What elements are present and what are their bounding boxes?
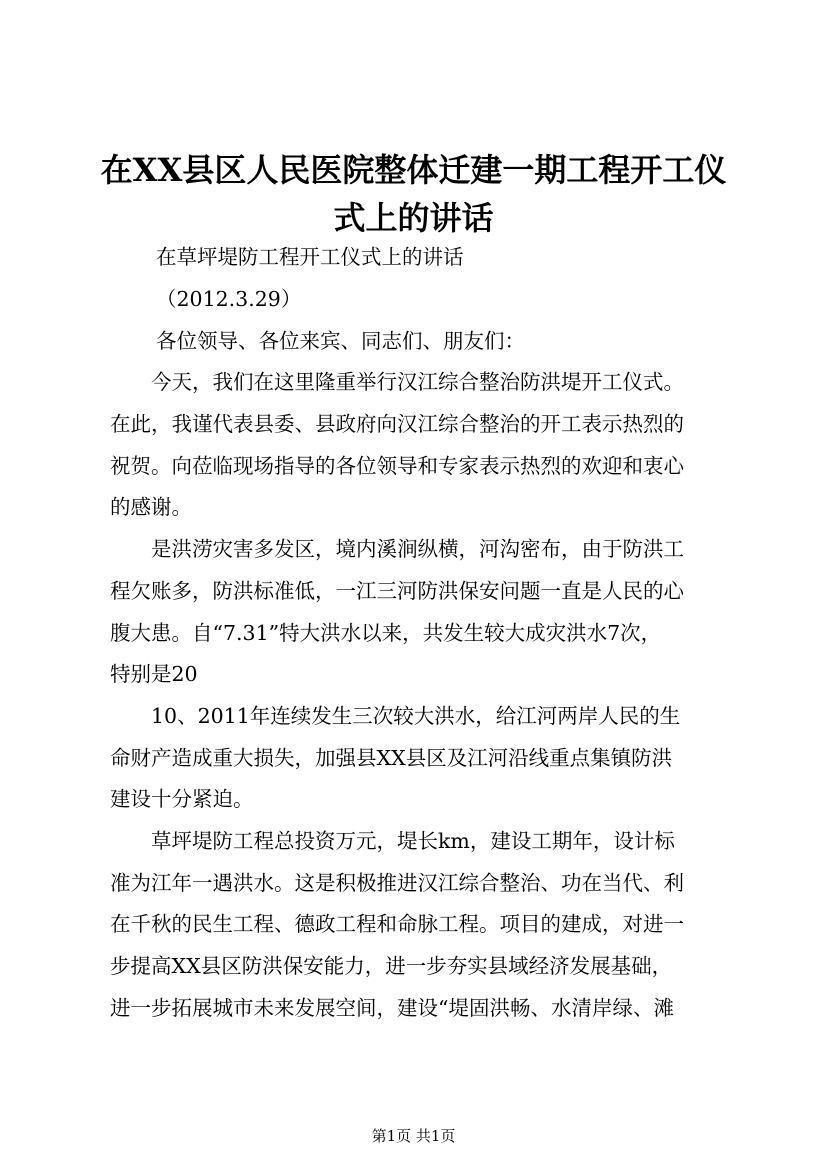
paragraph-line: 命财产造成重大损失，加强县XX县区及江河沿线重点集镇防洪 <box>110 746 673 770</box>
paragraph-line: 在此，我谨代表县委、县政府向汉江综合整治的开工表示热烈的 <box>110 412 684 436</box>
paragraph-line: 的感谢。 <box>110 495 192 519</box>
paragraph-line: 程欠账多，防洪标准低，一江三河防洪保安问题一直是人民的心 <box>110 579 684 603</box>
document-title-line-1: 在XX县区人民医院整体迁建一期工程开工仪 <box>100 151 727 189</box>
paragraph-line: 建设十分紧迫。 <box>110 787 254 811</box>
paragraph-line: 腹大患。自“7.31”特大洪水以来，共发生较大成灾洪水7次， <box>110 621 662 645</box>
paragraph-line: 祝贺。向莅临现场指导的各位领导和专家表示热烈的欢迎和衷心 <box>110 454 684 478</box>
paragraph-line: 是洪涝灾害多发区，境内溪涧纵横，河沟密布，由于防洪工 <box>151 537 684 561</box>
paragraph-line: 步提高XX县区防洪保安能力，进一步夯实县域经济发展基础， <box>110 954 673 978</box>
paragraph-line: 准为江年一遇洪水。这是积极推进汉江综合整治、功在当代、利 <box>110 871 684 895</box>
paragraph-line: 草坪堤防工程总投资万元，堤长km，建设工期年，设计标 <box>151 829 675 853</box>
paragraph-line: 在千秋的民生工程、德政工程和命脉工程。项目的建成，对进一 <box>110 912 684 936</box>
date-line: （2012.3.29） <box>156 287 302 311</box>
paragraph-line: 特别是20 <box>110 662 198 686</box>
page-footer: 第1页 共1页 <box>371 1127 456 1145</box>
subtitle-line: 在草坪堤防工程开工仪式上的讲话 <box>156 245 464 269</box>
paragraph-line: 进一步拓展城市未来发展空间，建设“堤固洪畅、水清岸绿、滩 <box>110 996 674 1020</box>
paragraph-line: 今天，我们在这里隆重举行汉江综合整治防洪堤开工仪式。 <box>151 370 684 394</box>
document-title-line-2: 式上的讲话 <box>333 199 494 237</box>
paragraph-line: 10、2011年连续发生三次较大洪水，给江河两岸人民的生 <box>151 704 681 728</box>
salutation-line: 各位领导、各位来宾、同志们、朋友们： <box>156 329 525 353</box>
